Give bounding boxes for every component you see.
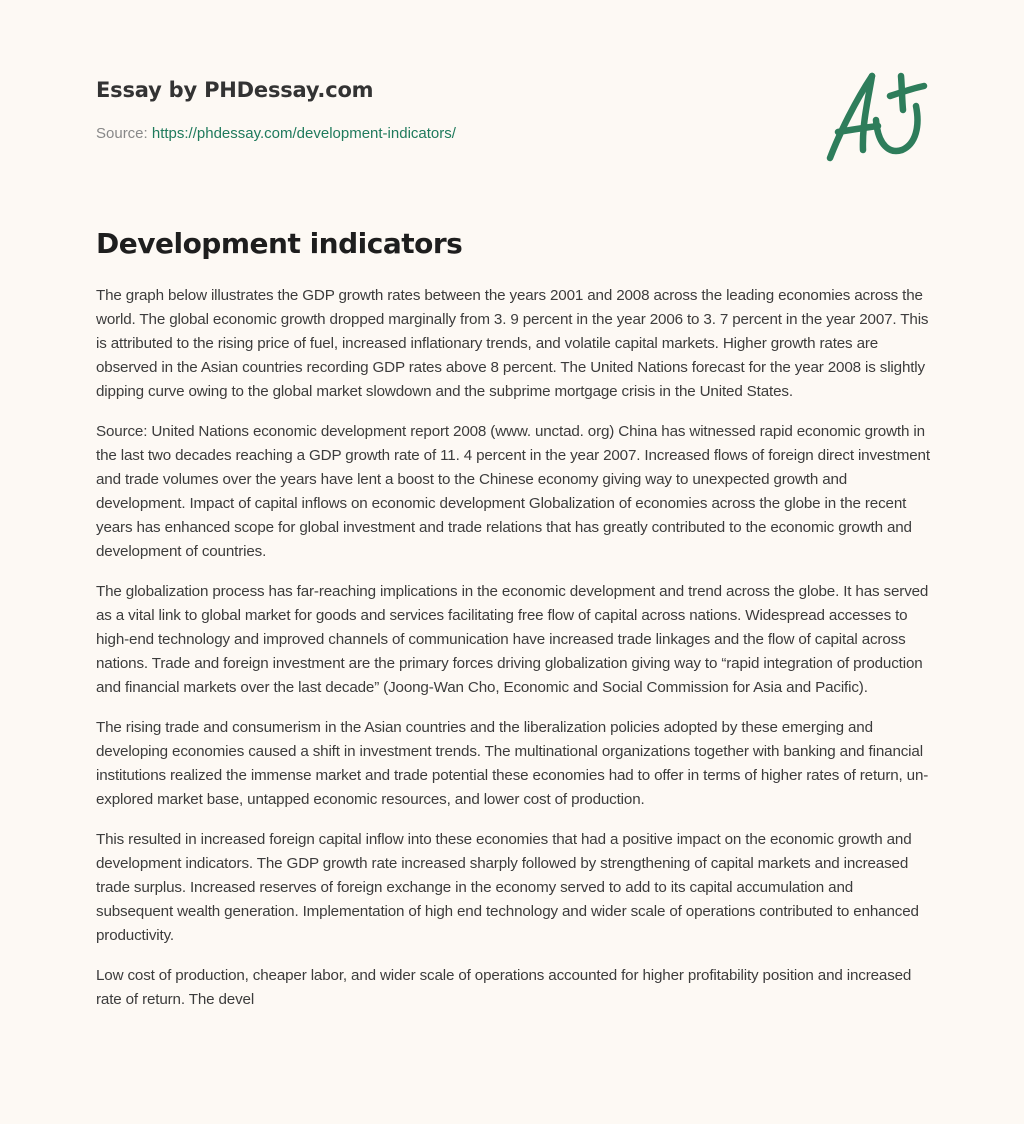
document-header xyxy=(96,76,456,144)
paragraph: Low cost of production, cheaper labor, and wider scale of operations accounted for higher profitability position and increased rate of return. The devel xyxy=(96,967,912,1008)
paragraph: The globalization process has far-reaching implications in the economic development and trend across the globe. It has served as a vital link to global market for goods and services facilitating free flow of capital across nations. Widespread accesses to high-end technology and improved channels of communication have increased trade linkages and the flow of capital across nations. Trade and foreign investment are the primary forces driving globalization giving way to “rapid integration of production and financial markets over the last decade” (Joong-Wan Cho, Economic and Social Commission for Asia and Pacific). xyxy=(96,583,929,696)
paragraph: The rising trade and consumerism in the Asian countries and the liberalization policies adopted by these emerging and developing economies caused a shift in investment trends. The multinational organizations together with banking and financial institutions realized the immense market and trade potential these economies had to offer in terms of higher rates of return, un-explored market base, untapped economic resources, and lower cost of production. xyxy=(96,719,929,808)
paragraph: Source: United Nations economic development report 2008 (www. unctad. org) China has witnessed rapid economic growth in the last two decades reaching a GDP growth rate of 11. 4 percent in the year 2007. Increased flows of foreign direct investment and trade volumes over the years have lent a boost to the Chinese economy giving way to unexpected growth and development. Impact of capital inflows on economic development Globalization of economies across the globe in the recent years has enhanced scope for global investment and trade relations that has greatly contributed to the economic growth and development of countries. xyxy=(96,423,930,560)
source-link[interactable]: https://phdessay.com/development-indicators/ xyxy=(151,125,456,142)
source-line xyxy=(96,124,456,144)
paragraph: The graph below illustrates the GDP growth rates between the years 2001 and 2008 across the leading economies across the world. The global economic growth dropped marginally from 3. 9 percent in the year 2006 to 3. 7 percent in the year 2007. This is attributed to the rising price of fuel, increased inflationary trends, and volatile capital markets. Higher growth rates are observed in the Asian countries recording GDP rates above 8 percent. The United Nations forecast for the year 2008 is slightly dipping curve owing to the global market slowdown and the subprime mortgage crisis in the United States. xyxy=(96,287,929,400)
source-label: Source: xyxy=(96,125,152,142)
a-plus-grade-icon xyxy=(818,66,932,166)
paragraph: This resulted in increased foreign capital inflow into these economies that had a positive impact on the economic growth and development indicators. The GDP growth rate increased sharply followed by strengthening of capital markets and increased trade surplus. Increased reserves of foreign exchange in the economy served to add to its capital accumulation and subsequent wealth generation. Implementation of high end technology and wider scale of operations contributed to enhanced productivity. xyxy=(96,831,919,944)
essay-title: Development indicators xyxy=(96,227,463,260)
site-title: Essay by PHDessay.com xyxy=(96,78,374,102)
essay-body xyxy=(96,284,934,1028)
